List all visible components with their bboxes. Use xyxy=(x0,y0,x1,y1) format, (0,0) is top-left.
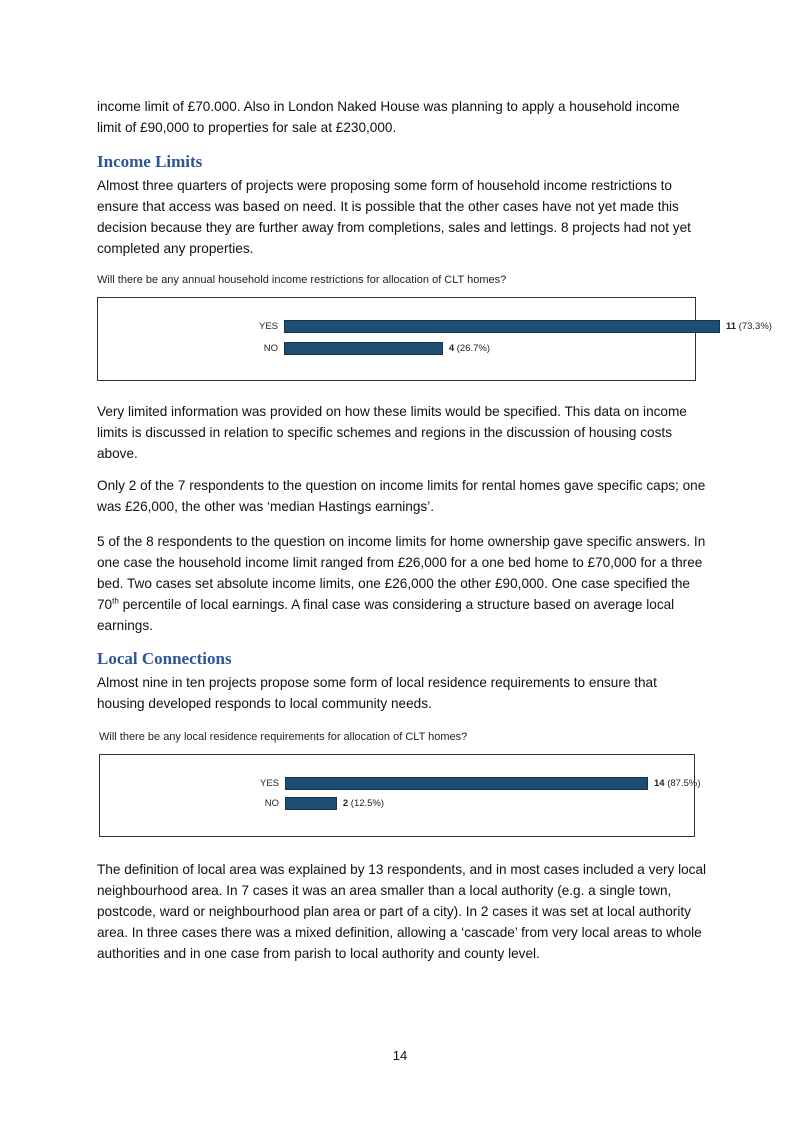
ordinal-suffix: th xyxy=(112,596,119,606)
local-connections-paragraph-1: Almost nine in ten projects propose some form of local residence requirements to ensure that housing developed responds to local community needs. xyxy=(97,675,657,711)
income-limits-paragraph-1: Almost three quarters of projects were proposing some form of household income restrictions to ensure that access was based on need. It is possible that the other cases have not yet made this decision because they are further away from completions, sales and lettings. 8 projects had not yet completed any properties. xyxy=(97,178,691,256)
income-limits-paragraph-3: Only 2 of the 7 respondents to the question on income limits for rental homes gave specific caps; one was £26,000, the other was ‘median Hastings earnings’. xyxy=(97,478,706,514)
data-label: 2 (12.5%) xyxy=(342,798,385,809)
category-label: YES xyxy=(258,321,278,332)
intro-line-1: income limit of £70.000. Also in London Naked House was planning to apply a household income xyxy=(97,99,680,114)
residence-chart-caption: Will there be any local residence requirements for allocation of CLT homes? xyxy=(99,731,468,743)
category-label: NO xyxy=(263,343,278,354)
data-label: 11 (73.3%) xyxy=(726,321,772,332)
category-label: YES xyxy=(259,778,279,789)
paragraph-4-text-a: 5 of the 8 respondents to the question on income limits for home ownership gave specific answers. In one case the household income limit ranged from £26,000 for a one bed home to £70,000 for a three bed. Two cases set absolute income limits, one £26,000 the other £90,000. One case specified the 70 xyxy=(97,534,706,612)
bar-yes xyxy=(285,777,648,790)
page-number: 14 xyxy=(392,1048,408,1063)
income-chart-box xyxy=(97,297,772,381)
bar-no xyxy=(285,797,337,810)
intro-paragraph xyxy=(97,96,707,138)
income-chart-caption: Will there be any annual household income restrictions for allocation of CLT homes? xyxy=(97,274,507,286)
local-connections-paragraph-2: The definition of local area was explained by 13 respondents, and in most cases included a very local neighbourhood area. In 7 cases it was an area smaller than a local authority (e.g. a single town, postcode, ward or neighbourhood plan area or part of a city). In 2 cases it was set at local authority area. In three cases there was a mixed definition, allowing a ‘cascade’ from very local areas to whole authorities and in one case from parish to local authority and county level. xyxy=(97,862,707,961)
local-connections-heading: Local Connections xyxy=(97,649,232,668)
paragraph-4-text-b: percentile of local earnings. A final case was considering a structure based on average local earnings. xyxy=(97,597,675,633)
data-label: 4 (26.7%) xyxy=(448,343,491,354)
data-label: 14 (87.5%) xyxy=(654,778,701,789)
bar-yes xyxy=(284,320,720,333)
residence-chart-box xyxy=(99,754,701,837)
income-limits-paragraph-4 xyxy=(97,531,707,636)
income-limits-heading: Income Limits xyxy=(97,152,203,171)
intro-line-2: limit of £90,000 to properties for sale at £230,000. xyxy=(97,120,397,135)
income-limits-paragraph-2: Very limited information was provided on how these limits would be specified. This data on income limits is discussed in relation to specific schemes and regions in the discussion of housing costs above. xyxy=(97,404,687,461)
bar-no xyxy=(284,342,443,355)
category-label: NO xyxy=(264,798,279,809)
